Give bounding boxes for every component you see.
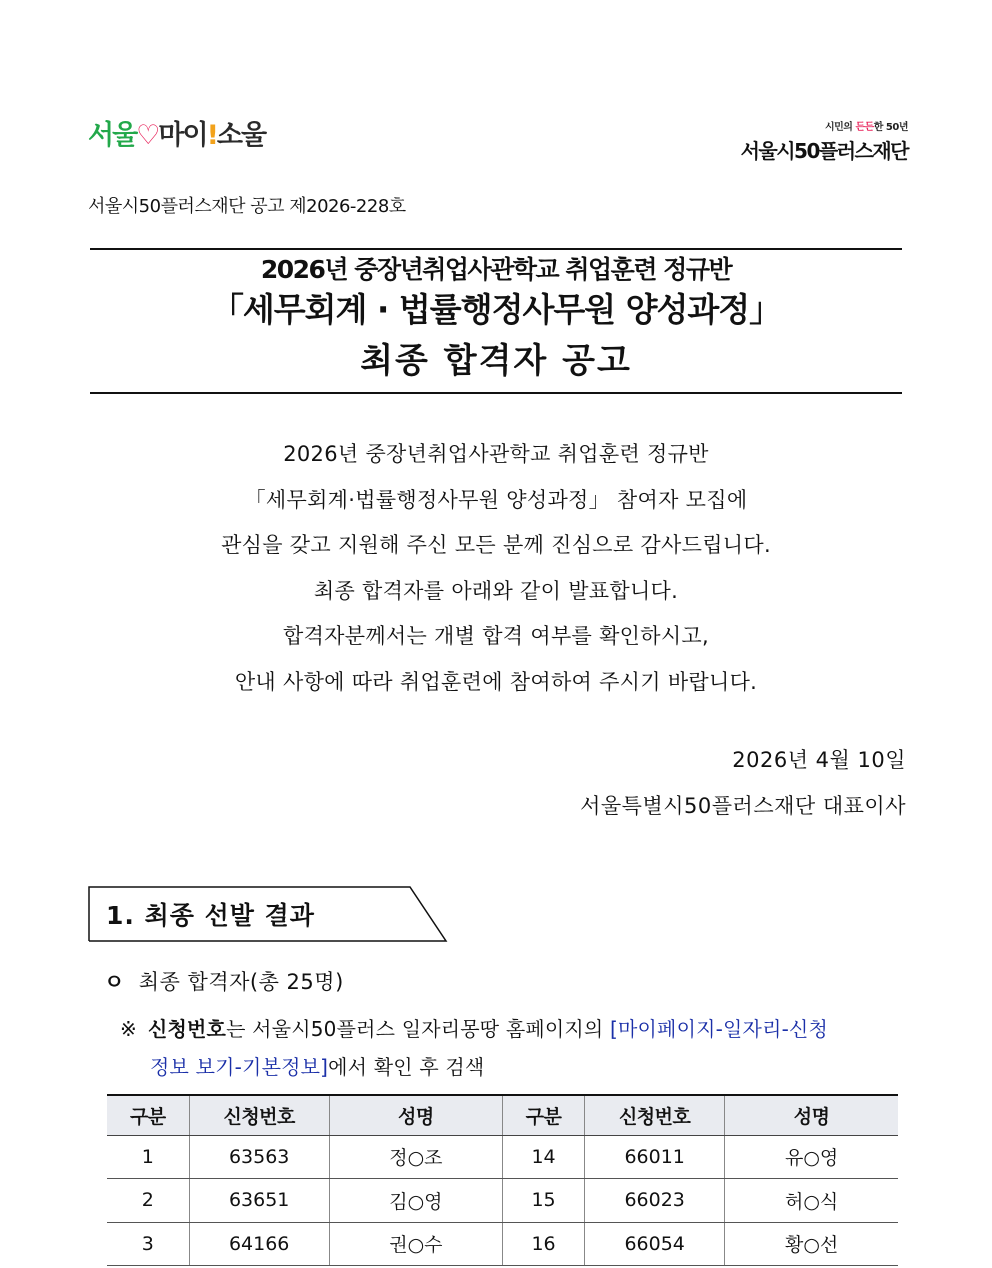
notice-number: 서울시50플러스재단 공고 제2026-228호: [88, 196, 406, 217]
section-title: 1. 최종 선발 결과: [106, 901, 315, 930]
title-line-1: 2026년 중장년취업사관학교 취업훈련 정규반: [260, 255, 732, 284]
body-line: 안내 사항에 따라 취업훈련에 참여하여 주시기 바랍니다.: [234, 669, 758, 694]
header-app-number: 신청번호: [585, 1095, 725, 1135]
title-line-3: 최종 합격자 공고: [360, 341, 632, 381]
announcement-body: [90, 432, 902, 706]
passers-table: [107, 1094, 898, 1266]
reference-mark: ※: [120, 1017, 137, 1041]
section-heading: [88, 886, 448, 942]
header-name: 성명: [329, 1095, 502, 1135]
title-line-2: 「세무회계 · 법률행정사무원 양성과정」: [210, 290, 782, 329]
foundation-tagline: 시민의 든든한 50년: [824, 122, 908, 133]
table-row: 2 63651 김○영 15 66023 허○식: [107, 1179, 898, 1223]
body-line: 「세무회계·법률행정사무원 양성과정」 참여자 모집에: [244, 487, 748, 512]
header-gubun: 구분: [107, 1095, 189, 1135]
header-gubun: 구분: [502, 1095, 584, 1135]
notice-date: 2026년 4월 10일: [732, 748, 906, 772]
foundation-name: 서울시50플러스재단: [740, 139, 908, 163]
mypage-path-cont: 정보 보기-기본정보]: [150, 1055, 329, 1079]
title-box: [90, 248, 902, 394]
table-row: 3 64166 권○수 16 66054 황○선: [107, 1222, 898, 1266]
heart-icon: ♡: [136, 120, 159, 151]
lookup-note: ※ 신청번호는 서울시50플러스 일자리몽땅 홈페이지의 [마이페이지-일자리-신청 정보 보기-기본정보]에서 확인 후 검색: [120, 1010, 910, 1086]
seoul-my-soul-logo: 서울♡마이!소울: [88, 120, 266, 151]
table-row: 1 63563 정○조 14 66011 유○영: [107, 1135, 898, 1179]
foundation-logo: [741, 118, 908, 164]
table-header-row: [107, 1095, 898, 1135]
mypage-path: [마이페이지-일자리-신청: [610, 1017, 829, 1041]
issuer: 서울특별시50플러스재단 대표이사: [580, 794, 906, 818]
body-line: 최종 합격자를 아래와 같이 발표합니다.: [313, 578, 679, 603]
header-name: 성명: [725, 1095, 898, 1135]
bullet-text: 최종 합격자(총 25명): [138, 970, 344, 994]
bullet-mark: ㅇ: [104, 970, 125, 994]
body-line: 관심을 갖고 지원해 주신 모든 분께 진심으로 감사드립니다.: [221, 533, 771, 558]
body-line: 2026년 중장년취업사관학교 취업훈련 정규반: [283, 442, 709, 466]
final-passers-bullet: [104, 966, 344, 996]
body-line: 합격자분께서는 개별 합격 여부를 확인하시고,: [282, 624, 709, 649]
header-app-number: 신청번호: [189, 1095, 329, 1135]
